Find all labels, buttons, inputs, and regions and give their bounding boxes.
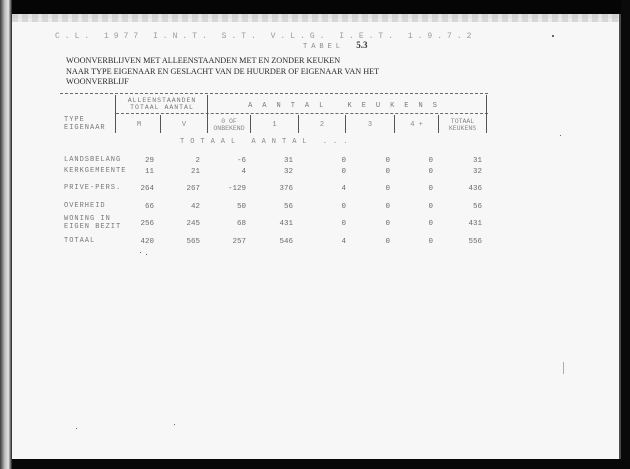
cell: 32 (283, 168, 293, 176)
row-label-line: EIGEN BEZIT (64, 222, 122, 231)
document-title (66, 56, 496, 88)
cell: 0 (385, 220, 390, 228)
column-divider (115, 95, 116, 133)
cell: 0 (385, 168, 390, 176)
row-label-overheid: OVERHEID (64, 202, 106, 210)
cell: 431 (279, 220, 293, 228)
row-label-line: WONING IN (64, 215, 111, 223)
cell: 436 (468, 185, 482, 193)
column-divider (438, 115, 439, 133)
column-divider (394, 115, 395, 133)
cell: 0 (428, 185, 433, 193)
column-header-onbekend: 0 OF ONBEKEND (213, 118, 245, 132)
cell: 556 (468, 238, 482, 246)
page-top-strip (12, 14, 622, 22)
row-label-kerkgemeente: KERKGEMEENTE (64, 167, 127, 175)
cell: 0 (385, 185, 390, 193)
row-label-woning-in-eigen-bezit (64, 216, 121, 231)
table-mid-rule (116, 113, 488, 114)
cell: -6 (236, 157, 246, 165)
cell: -129 (227, 185, 246, 193)
cell: 431 (468, 220, 482, 228)
column-header-2: 2 (319, 121, 325, 129)
cell: 0 (428, 157, 433, 165)
page-binding-edge (0, 0, 12, 469)
cell: 2 (195, 157, 200, 165)
title-line: NAAR TYPE EIGENAAR EN GESLACHT VAN DE HUURDER OF EIGENAAR VAN HET (66, 66, 380, 76)
scan-speck (76, 428, 77, 429)
cell: 546 (279, 238, 293, 246)
scan-speck (552, 35, 554, 37)
cell: 31 (472, 157, 482, 165)
table-top-rule (60, 93, 488, 94)
cell: 257 (232, 238, 246, 246)
cell: 11 (144, 168, 154, 176)
cell: 0 (341, 168, 346, 176)
cell: 0 (428, 238, 433, 246)
cell: 50 (236, 203, 246, 211)
cell: 4 (341, 238, 346, 246)
cell: 256 (140, 220, 154, 228)
column-divider (250, 115, 251, 133)
column-divider (298, 115, 299, 133)
cell: 0 (341, 220, 346, 228)
cell: 56 (283, 203, 293, 211)
scan-border-bottom (12, 459, 630, 469)
column-header-v: V (181, 121, 187, 129)
cell: 68 (236, 220, 246, 228)
cell: 66 (144, 203, 154, 211)
cell: 0 (428, 168, 433, 176)
group-header-line: ALLEENSTAANDEN (127, 97, 197, 104)
scan-speck (560, 135, 561, 136)
table-label: TABEL (303, 43, 345, 51)
scan-border-right (621, 0, 630, 469)
cell: 29 (144, 157, 154, 165)
cell: 0 (341, 157, 346, 165)
title-line: WOONVERBLIJF (66, 77, 129, 86)
cell: 31 (283, 157, 293, 165)
cell: 264 (140, 185, 154, 193)
row-label-landsbelang: LANDSBELANG (64, 156, 122, 164)
column-header-m: M (136, 121, 142, 129)
column-divider (207, 95, 208, 133)
cell: 245 (186, 220, 200, 228)
row-header-line: EIGENAAR (64, 123, 106, 132)
page-edge-right (619, 14, 621, 460)
group-header-aantal-keukens: AANTAL KEUKENS (248, 102, 447, 110)
row-header-label (64, 117, 106, 132)
column-divider (345, 115, 346, 133)
column-header-3: 3 (367, 121, 373, 129)
row-label-totaal: TOTAAL (64, 237, 96, 245)
cell: 0 (428, 220, 433, 228)
cell: 0 (341, 203, 346, 211)
scan-speck (563, 362, 564, 374)
title-line: WOONVERBLIJVEN MET ALLEENSTAANDEN MET EN ZONDER KEUKEN (66, 56, 341, 65)
row-header-line: TYPE (64, 116, 85, 124)
cell: 32 (472, 168, 482, 176)
column-divider (160, 115, 161, 133)
cell: 42 (190, 203, 200, 211)
table-caption (303, 40, 367, 51)
scan-speck (174, 424, 175, 425)
cell: 4 (241, 168, 246, 176)
typewriter-header: C.L. 1977 I.N.T. S.T. V.L.G. I.E.T. 1.9.7.2 (55, 32, 477, 41)
cell: 565 (186, 238, 200, 246)
group-header-alleenstaanden (118, 97, 206, 111)
cell: 0 (428, 203, 433, 211)
table-number: 5.3 (356, 40, 368, 50)
row-label-prive-pers: PRIVE-PERS. (64, 184, 122, 192)
cell: 0 (385, 203, 390, 211)
column-header-1: 1 (272, 121, 277, 129)
cell: 376 (279, 185, 293, 193)
column-divider (486, 95, 487, 133)
group-header-line: TOTAAL AANTAL (130, 104, 194, 111)
cell: 0 (385, 238, 390, 246)
column-header-4-plus: 4 + (410, 121, 423, 129)
scan-speck (140, 252, 141, 253)
cell: 4 (341, 185, 346, 193)
cell: 420 (140, 238, 154, 246)
cell: 21 (190, 168, 200, 176)
cell: 267 (186, 185, 200, 193)
cell: 56 (472, 203, 482, 211)
column-header-totaal-keukens: TOTAAL KEUKENS (448, 118, 477, 132)
scan-speck (146, 254, 147, 255)
spanning-label: TOTAAL AANTAL ... (180, 138, 354, 146)
cell: 0 (385, 157, 390, 165)
